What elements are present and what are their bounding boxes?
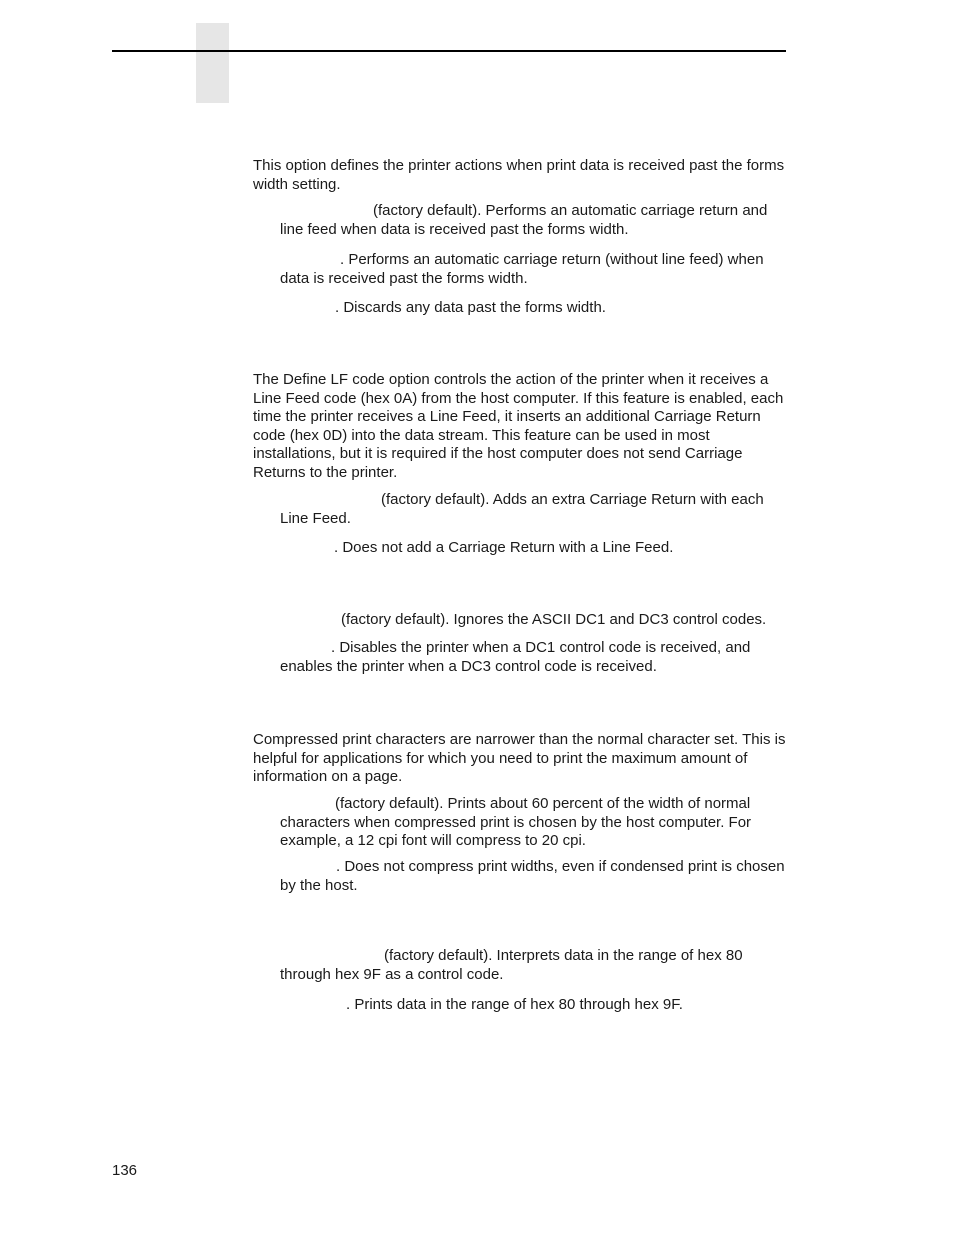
define-lf-description: The Define LF code option controls the action of the printer when it receives a Line Feed code (hex 0A) from the host computer. If this feature is enabled, each time the printer receives a Line Feed, it inserts an additional Carriage Return code (hex 0D) into the data stream. This feature can be used in most installations, but it is required if the host computer does not send Carriage Returns to the printer. [253,371,784,481]
chapter-tab-block [196,23,229,103]
compressed-print-description: Compressed print characters are narrower than the normal character set. This is helpful for applications for which you need to print the maximum amount of information on a page. [253,731,786,786]
page-number: 136 [112,1162,138,1179]
define-lf-enable-option: (factory default). Adds an extra Carriage Return with each Line Feed. [280,491,764,527]
compressed-print-enable-option: (factory default). Prints about 60 percent of the width of normal characters when compressed print is chosen by the host computer. For example, a 12 cpi font will compress to 20 cpi. [280,795,752,850]
header-rule [112,50,786,52]
forms-width-description: This option defines the printer actions when print data is received past the forms width setting. [253,157,785,193]
dc1-dc3-ignore-option: (factory default). Ignores the ASCII DC1 and DC3 control codes. [341,611,767,628]
define-lf-disable-option: . Does not add a Carriage Return with a Line Feed. [334,539,674,556]
forms-width-cr-only-option: . Performs an automatic carriage return (without line feed) when data is received past the forms width. [280,251,764,287]
compressed-print-disable-option: . Does not compress print widths, even if condensed print is chosen by the host. [280,858,785,894]
forms-width-wrap-option: (factory default). Performs an automatic carriage return and line feed when data is received past the forms width. [280,202,768,238]
forms-width-truncate-option: . Discards any data past the forms width. [335,299,606,316]
control-code-interpret-option: (factory default). Interprets data in the range of hex 80 through hex 9F as a control code. [280,947,743,983]
dc1-dc3-enable-option: . Disables the printer when a DC1 control code is received, and enables the printer when a DC3 control code is received. [280,639,751,675]
control-code-print-option: . Prints data in the range of hex 80 through hex 9F. [346,996,683,1013]
